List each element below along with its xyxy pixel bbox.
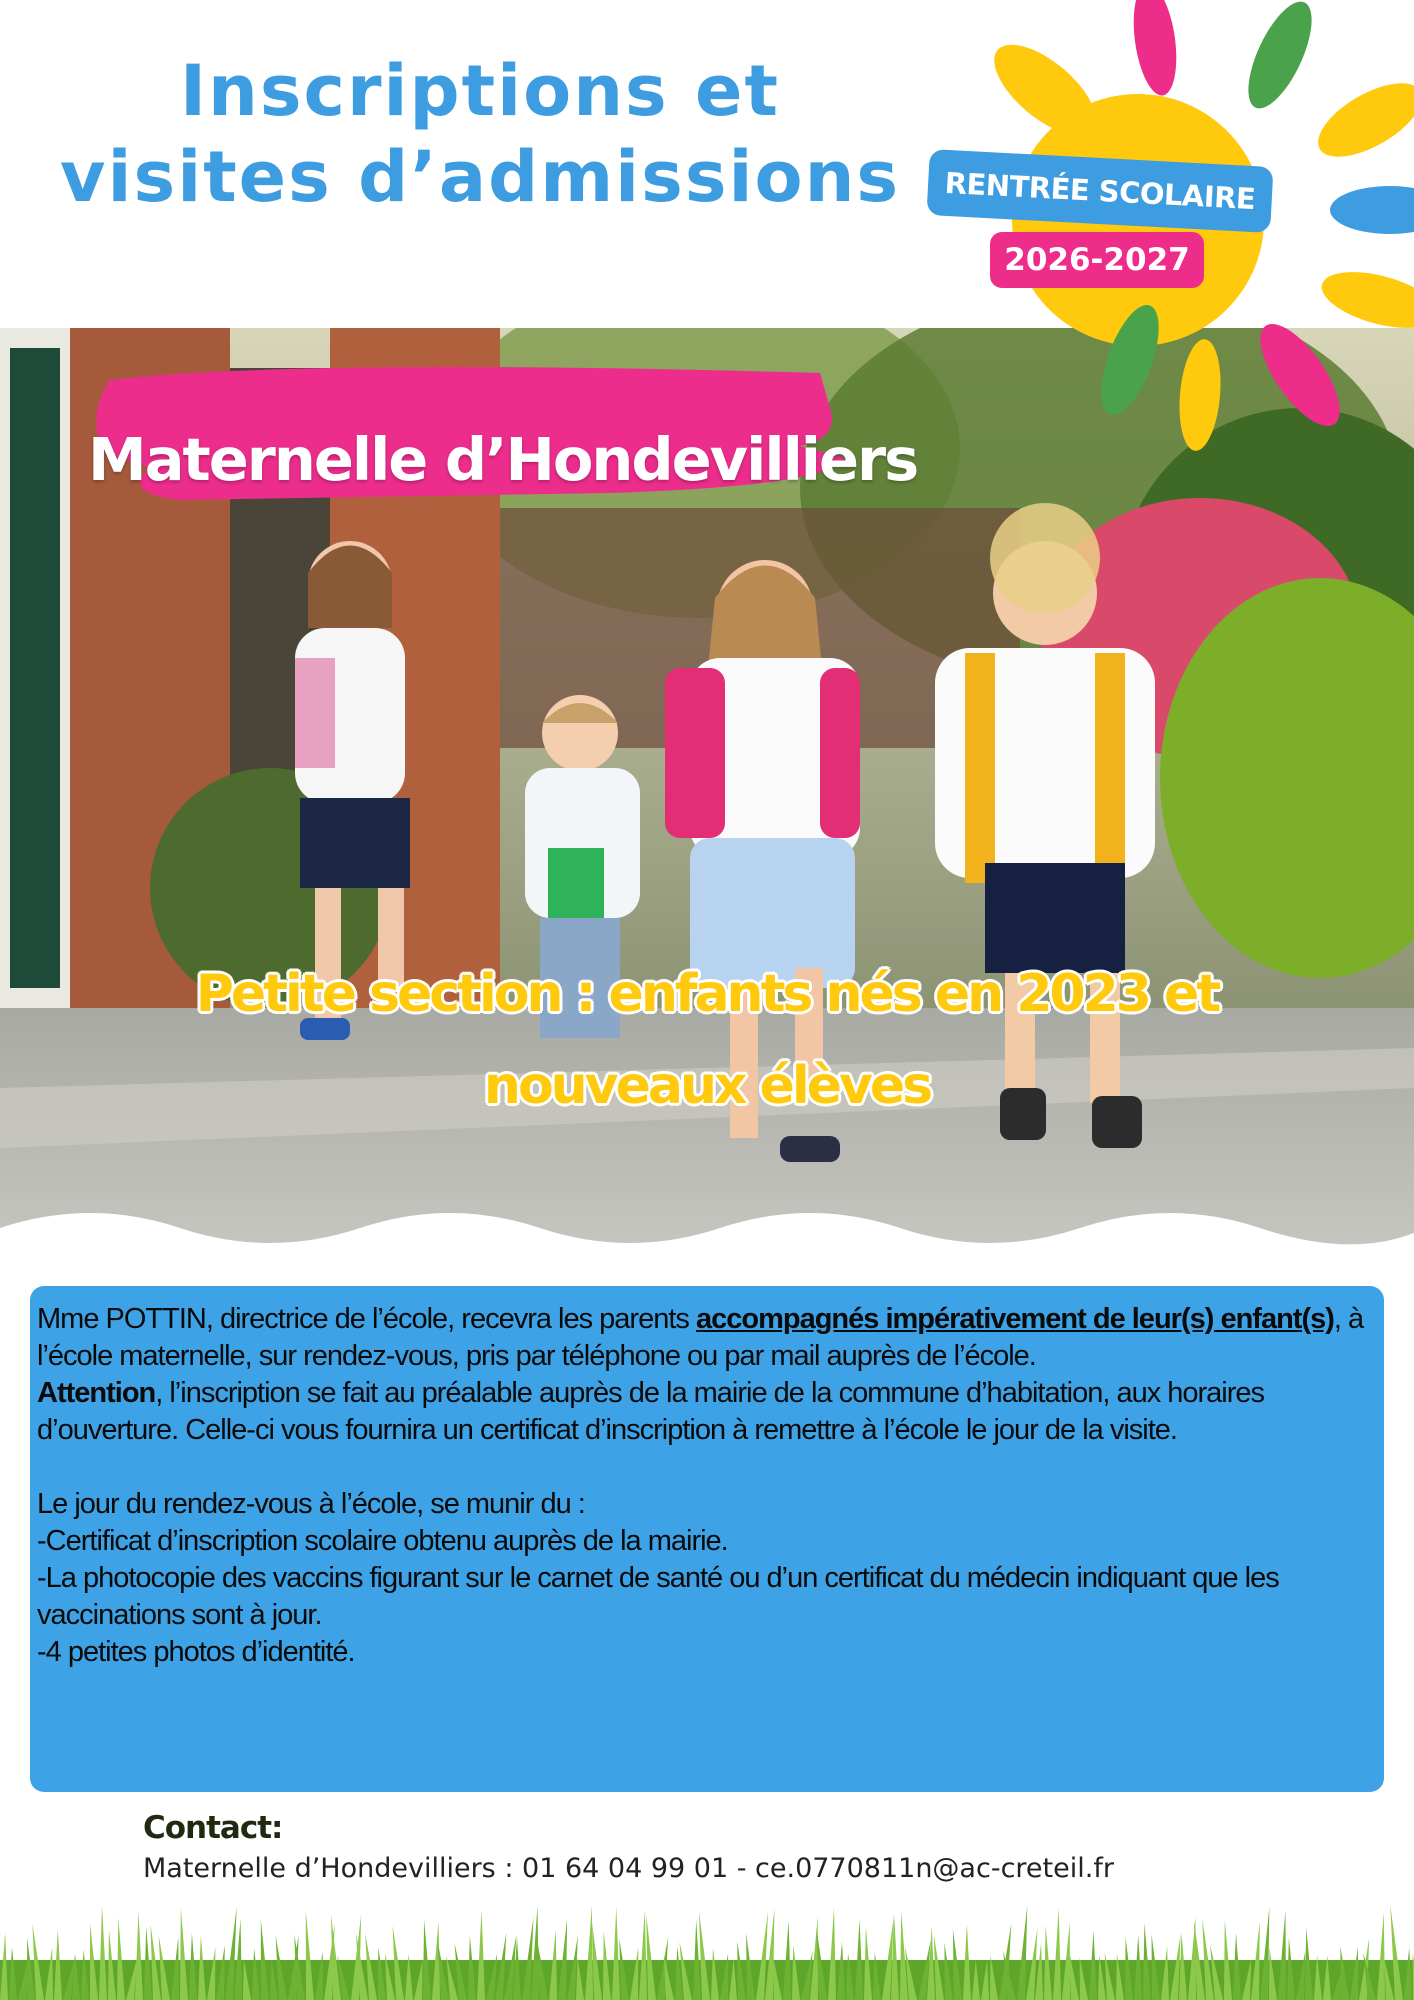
info-paragraph-2: Attention, l’inscription se fait au préalable auprès de la mairie de la commune d’habitation, aux horaires d’ouverture. Celle-ci vous fournira un certificat d’inscription à remettre à l’école le jour de la visite. <box>37 1377 1265 1446</box>
list-intro: Le jour du rendez-vous à l’école, se munir du : <box>37 1488 585 1520</box>
attention-label: Attention <box>37 1377 156 1409</box>
emphasis-text: accompagnés impérativement de leur(s) enfant(s) <box>695 1303 1334 1335</box>
grass-border <box>0 1900 1414 2000</box>
list-item: -4 petites photos d’identité. <box>37 1636 355 1668</box>
section-heading <box>60 948 1354 1132</box>
info-paragraph-1: Mme POTTIN, directrice de l’école, recevra les parents accompagnés impérativement de leur(s) enfant(s), à l’école maternelle, sur rendez-vous, pris par téléphone ou par mail auprès de l’école. <box>37 1303 1364 1372</box>
sun-graphic <box>900 0 1414 460</box>
list-item: -Certificat d’inscription scolaire obtenu auprès de la mairie. <box>37 1525 728 1557</box>
school-year-badge: 2026-2027 <box>990 232 1204 288</box>
section-line-1: Petite section : enfants nés en 2023 et <box>195 964 1219 1024</box>
contact-label: Contact: <box>143 1810 283 1846</box>
school-name: Maternelle d’Hondevilliers <box>88 425 918 494</box>
title-line-2: visites d’admissions <box>59 136 901 218</box>
list-item: -La photocopie des vaccins figurant sur le carnet de santé ou d’un certificat du médecin indiquant que les vaccinations sont à jour. <box>37 1562 1279 1631</box>
title-line-1: Inscriptions et <box>179 50 780 132</box>
info-box <box>30 1286 1384 1792</box>
section-line-2: nouveaux élèves <box>483 1056 931 1116</box>
rentree-scolaire-badge: RENTRÉE SCOLAIRE <box>927 149 1274 233</box>
page-title <box>40 48 920 220</box>
contact-details[interactable]: Maternelle d’Hondevilliers : 01 64 04 99 01 - ce.0770811n@ac-creteil.fr <box>143 1853 1114 1884</box>
